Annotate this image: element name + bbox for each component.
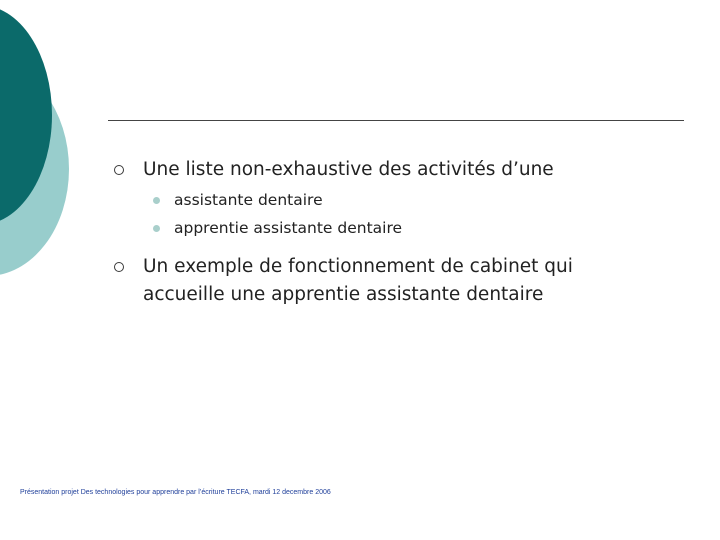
sub-bullet-dot-icon	[153, 225, 160, 232]
bullet-1-text: Une liste non-exhaustive des activités d’une	[143, 159, 554, 180]
sub-item-assistante: assistante dentaire	[174, 191, 323, 209]
bullet-circle-icon	[114, 262, 124, 272]
sub-item-apprentie: apprentie assistante dentaire	[174, 219, 403, 237]
title-divider	[108, 120, 684, 121]
bullet-2-line-1: Un exemple de fonctionnement de cabinet qui	[143, 256, 573, 277]
bullet-2-line-2: accueille une apprentie assistante dentaire	[143, 284, 544, 305]
sub-bullet-dot-icon	[153, 197, 160, 204]
slide-footer: Présentation projet Des technologies pour apprendre par l’écriture TECFA, mardi 12 decembre 2006	[20, 489, 331, 496]
bullet-circle-icon	[114, 165, 124, 175]
